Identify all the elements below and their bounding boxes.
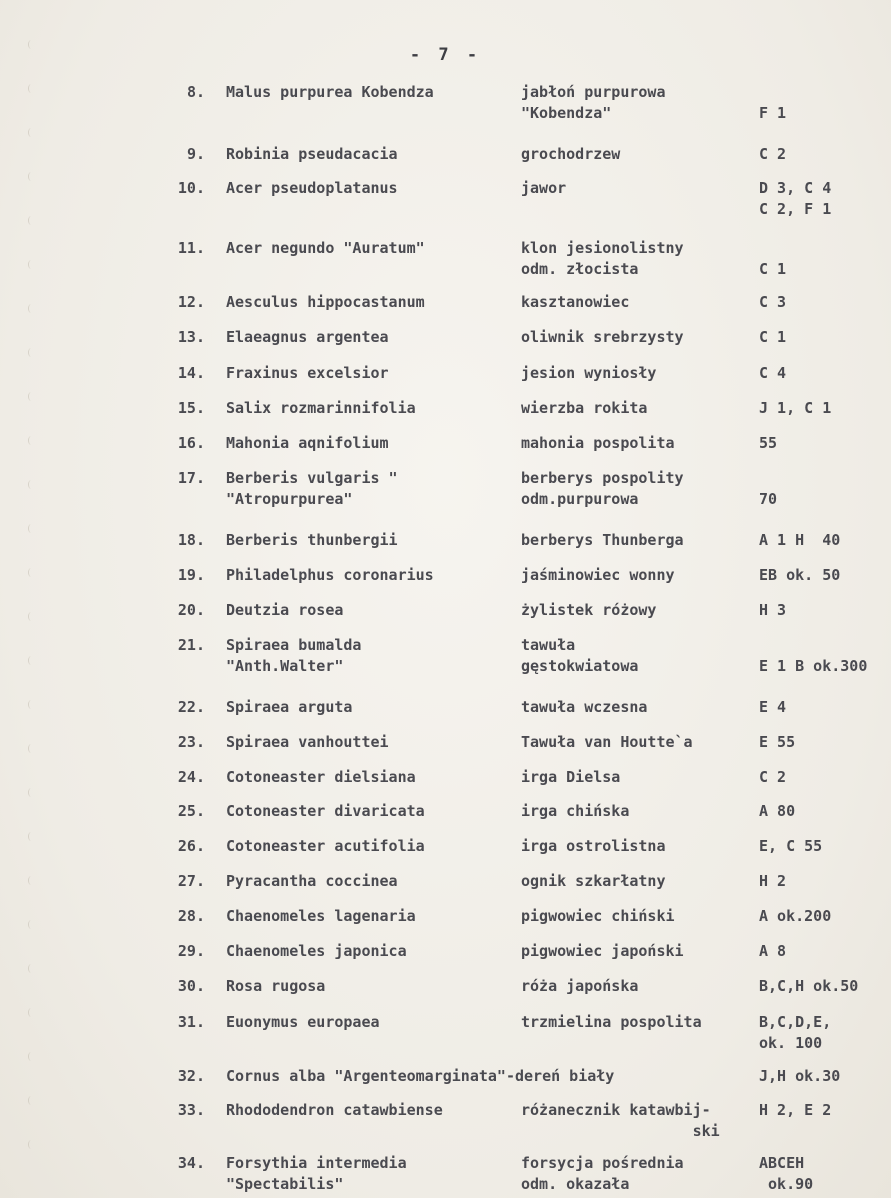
entry-polish: Tawuła van Houtte`a — [521, 733, 693, 751]
punch-hole — [28, 304, 34, 313]
entry-polish: róża japońska — [521, 977, 639, 995]
entry-polish: mahonia pospolita — [521, 434, 675, 452]
punch-hole — [28, 964, 34, 973]
entry-num: 26. — [177, 837, 205, 855]
punch-hole — [28, 216, 34, 225]
entry-latin: Cotoneaster dielsiana — [226, 768, 416, 786]
entry-latin: Philadelphus coronarius — [226, 566, 434, 584]
entry-num: 28. — [177, 907, 205, 925]
entry-latin: Aesculus hippocastanum — [226, 293, 425, 311]
entry-latin: Salix rozmarinnifolia — [226, 399, 416, 417]
entry-polish: jawor — [521, 179, 567, 197]
entry-loc: D 3, C 4 C 2, F 1 — [759, 179, 832, 218]
punch-hole — [28, 656, 34, 665]
entry-num: 13. — [177, 328, 205, 346]
entry-num: 24. — [177, 768, 205, 786]
entry-polish: oliwnik srebrzysty — [521, 328, 684, 346]
entry-latin: Chaenomeles lagenaria — [226, 907, 416, 925]
entry-latin: Euonymus europaea — [226, 1013, 380, 1031]
punch-hole — [28, 172, 34, 181]
entry-latin: Berberis thunbergii — [226, 531, 398, 549]
entry-latin: Acer pseudoplatanus — [226, 179, 398, 197]
entry-num: 25. — [177, 802, 205, 820]
entry-latin: Elaeagnus argentea — [226, 328, 389, 346]
entry-polish: berberys pospolity odm.purpurowa — [521, 469, 684, 508]
entry-loc: J 1, C 1 — [759, 399, 832, 417]
entry-latin: Robinia pseudacacia — [226, 145, 398, 163]
entry-num: 10. — [177, 179, 205, 197]
entry-polish: klon jesionolistny odm. złocista — [521, 239, 684, 278]
entry-loc: E 4 — [759, 698, 787, 716]
punch-hole — [28, 1140, 34, 1149]
entry-loc: C 2 — [759, 768, 787, 786]
punch-hole — [28, 348, 34, 357]
entry-latin: Cotoneaster acutifolia — [226, 837, 425, 855]
entry-num: 18. — [177, 531, 205, 549]
entry-latin: Fraxinus excelsior — [226, 364, 389, 382]
entry-polish: pigwowiec chiński — [521, 907, 675, 925]
entry-loc: B,C,D,E, ok. 100 — [759, 1013, 832, 1052]
entry-polish: irga Dielsa — [521, 768, 621, 786]
entry-loc: C 4 — [759, 364, 787, 382]
entry-polish: tawuła wczesna — [521, 698, 648, 716]
entry-latin: Chaenomeles japonica — [226, 942, 407, 960]
entry-loc: E 1 B ok.300 — [759, 657, 868, 675]
entry-polish: różanecznik katawbij- ski — [521, 1101, 720, 1140]
entry-latin: Acer negundo "Auratum" — [226, 239, 425, 257]
entry-loc: EB ok. 50 — [759, 566, 841, 584]
entry-latin: Berberis vulgaris " "Atropurpurea" — [226, 469, 398, 508]
punch-hole — [28, 1052, 34, 1061]
entry-latin: Spiraea bumalda "Anth.Walter" — [226, 636, 362, 675]
punch-hole — [28, 700, 34, 709]
entry-polish: tawuła gęstokwiatowa — [521, 636, 639, 675]
entry-latin: Cotoneaster divaricata — [226, 802, 425, 820]
entry-num: 8. — [186, 83, 205, 101]
entry-latin: Mahonia aqnifolium — [226, 434, 389, 452]
entry-loc: H 2 — [759, 872, 787, 890]
entry-loc: F 1 — [759, 104, 787, 122]
entry-num: 27. — [177, 872, 205, 890]
entry-polish: grochodrzew — [521, 145, 621, 163]
entry-polish: jabłoń purpurowa "Kobendza" — [521, 83, 666, 122]
entry-polish: ognik szkarłatny — [521, 872, 666, 890]
entry-polish: pigwowiec japoński — [521, 942, 684, 960]
entry-loc: C 3 — [759, 293, 787, 311]
entry-loc: H 2, E 2 — [759, 1101, 832, 1119]
entry-loc: 55 — [759, 434, 778, 452]
entry-polish: irga ostrolistna — [521, 837, 666, 855]
entry-polish: jesion wyniosły — [521, 364, 657, 382]
entry-num: 16. — [177, 434, 205, 452]
entry-num: 29. — [177, 942, 205, 960]
page-number: - 7 - — [409, 45, 482, 65]
entry-latin: Cornus alba "Argenteomarginata"-dereń biały — [226, 1067, 615, 1085]
entry-loc: A 1 H 40 — [759, 531, 841, 549]
entry-num: 11. — [177, 239, 205, 257]
entry-num: 9. — [186, 145, 205, 163]
punch-hole — [28, 1008, 34, 1017]
punch-hole — [28, 568, 34, 577]
punch-hole — [28, 392, 34, 401]
entry-polish: jaśminowiec wonny — [521, 566, 675, 584]
entry-num: 14. — [177, 364, 205, 382]
entry-loc: 70 — [759, 490, 778, 508]
entry-loc: A ok.200 — [759, 907, 832, 925]
entry-num: 17. — [177, 469, 205, 487]
punch-hole — [28, 788, 34, 797]
punch-hole — [28, 260, 34, 269]
punch-hole — [28, 744, 34, 753]
entry-num: 30. — [177, 977, 205, 995]
entry-loc: E 55 — [759, 733, 796, 751]
punch-hole — [28, 876, 34, 885]
entry-num: 20. — [177, 601, 205, 619]
entry-num: 21. — [177, 636, 205, 654]
entry-num: 33. — [177, 1101, 205, 1119]
entry-polish: forsycja pośrednia odm. okazała — [521, 1154, 684, 1193]
punch-hole — [28, 480, 34, 489]
entry-loc: A 80 — [759, 802, 796, 820]
entry-num: 34. — [177, 1154, 205, 1172]
entry-loc: H 3 — [759, 601, 787, 619]
entry-loc: C 1 — [759, 260, 787, 278]
entry-polish: żylistek różowy — [521, 601, 657, 619]
entry-loc: ABCEH ok.90 — [759, 1154, 814, 1193]
entry-num: 12. — [177, 293, 205, 311]
entry-loc: C 2 — [759, 145, 787, 163]
entry-loc: E, C 55 — [759, 837, 823, 855]
punch-hole — [28, 84, 34, 93]
entry-latin: Forsythia intermedia "Spectabilis" — [226, 1154, 407, 1193]
entry-latin: Deutzia rosea — [226, 601, 344, 619]
entry-latin: Pyracantha coccinea — [226, 872, 398, 890]
entry-polish: wierzba rokita — [521, 399, 648, 417]
punch-holes — [22, 40, 36, 1190]
entry-polish: trzmielina pospolita — [521, 1013, 702, 1031]
entry-num: 15. — [177, 399, 205, 417]
entry-num: 22. — [177, 698, 205, 716]
entry-polish: irga chińska — [521, 802, 630, 820]
entry-num: 23. — [177, 733, 205, 751]
punch-hole — [28, 612, 34, 621]
entry-num: 31. — [177, 1013, 205, 1031]
punch-hole — [28, 524, 34, 533]
entry-latin: Spiraea vanhouttei — [226, 733, 389, 751]
punch-hole — [28, 1096, 34, 1105]
entry-loc: J,H ok.30 — [759, 1067, 841, 1085]
entry-latin: Rosa rugosa — [226, 977, 326, 995]
punch-hole — [28, 436, 34, 445]
entry-loc: B,C,H ok.50 — [759, 977, 859, 995]
entry-loc: A 8 — [759, 942, 787, 960]
entry-num: 19. — [177, 566, 205, 584]
punch-hole — [28, 832, 34, 841]
entry-num: 32. — [177, 1067, 205, 1085]
entry-loc: C 1 — [759, 328, 787, 346]
punch-hole — [28, 920, 34, 929]
entry-polish: berberys Thunberga — [521, 531, 684, 549]
entry-latin: Spiraea arguta — [226, 698, 353, 716]
punch-hole — [28, 128, 34, 137]
entry-latin: Rhododendron catawbiense — [226, 1101, 443, 1119]
entry-latin: Malus purpurea Kobendza — [226, 83, 434, 101]
entry-polish: kasztanowiec — [521, 293, 630, 311]
